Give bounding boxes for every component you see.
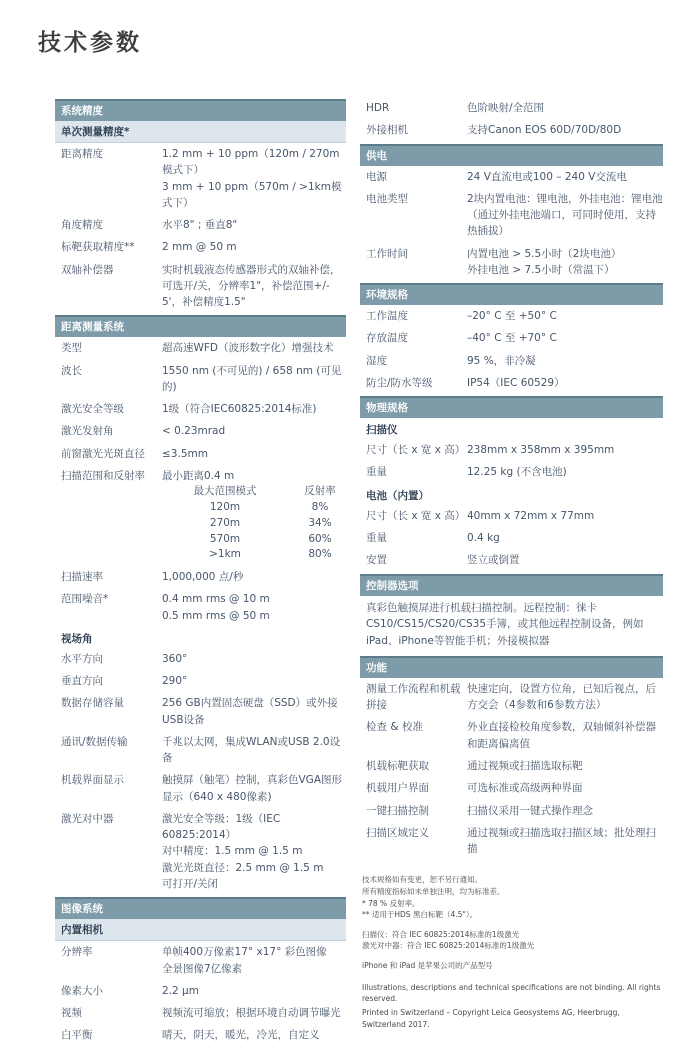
spec-row	[55, 214, 346, 236]
spec-value-line: 水平8" ; 垂直8"	[162, 219, 238, 232]
spec-row-value	[162, 811, 346, 892]
spec-row	[55, 980, 346, 1002]
spec-row	[55, 420, 346, 442]
spec-value-line: < 0.23mrad	[162, 425, 226, 438]
reflectance-header-cell: 反射率	[304, 485, 336, 498]
spec-value-line: –20° C 至 +50° C	[467, 310, 557, 323]
spec-row-value	[467, 780, 663, 796]
spec-table-left	[55, 97, 346, 1047]
legal-line: Illustrations, descriptions and technical specifications are not binding. All rights reserved.	[362, 982, 661, 1004]
spec-row-value	[467, 681, 663, 714]
spec-row	[360, 505, 663, 527]
spec-row	[55, 443, 346, 465]
spec-value-line: 支持Canon EOS 60D/70D/80D	[467, 124, 622, 137]
spec-value-line: 实时机载液态传感器形式的双轴补偿，可选开/关，分辨率1"，补偿范围+/- 5'，补偿精度1.5"	[162, 263, 341, 309]
spec-row-label: 外接相机	[366, 124, 408, 137]
trademark-note: iPhone 和 iPad 是苹果公司的产品型号	[362, 961, 493, 971]
spec-value-line: 12.25 kg (不含电池)	[467, 466, 567, 479]
spec-row-label: 分辨率	[61, 946, 93, 959]
spec-row-value	[467, 758, 663, 774]
spec-value-line: 超高速WFD（波形数字化）增强技术	[162, 342, 334, 355]
spec-value-line: 238mm x 358mm x 395mm	[467, 444, 615, 457]
spec-row-value	[467, 442, 663, 458]
footnotes	[360, 874, 663, 1030]
spec-value-line: 单帧400万像素17° x17° 彩色图像	[162, 946, 327, 959]
spec-row-value	[162, 673, 346, 689]
spec-value-line: 竖立或倒置	[467, 554, 520, 567]
spec-row-value	[467, 464, 663, 480]
spec-row	[360, 327, 663, 349]
spec-row-value	[162, 1027, 346, 1043]
spec-value-line: 0.5 mm rms @ 50 m	[162, 609, 270, 622]
reflectance-cell: 34%	[308, 516, 332, 529]
spec-row-label: 激光发射角	[61, 425, 114, 438]
spec-row-value	[467, 508, 663, 524]
spec-columns	[55, 97, 663, 1047]
spec-value-line: 最小距离0.4 m	[162, 469, 235, 482]
spec-row-value	[467, 122, 663, 138]
spec-row	[55, 465, 346, 566]
section-header: 系统精度	[55, 99, 346, 121]
spec-row	[55, 588, 346, 627]
spec-value-line: 1.2 mm + 10 ppm（120m / 270m模式下）	[162, 148, 340, 177]
section-header: 环境规格	[360, 283, 663, 305]
spec-row-label: 尺寸（长 x 宽 x 高）	[366, 509, 466, 522]
section-header: 控制器选项	[360, 574, 663, 596]
spec-row-value	[162, 591, 346, 624]
spec-row	[360, 755, 663, 777]
spec-value-line: 全景图像7亿像素	[162, 962, 243, 975]
spec-value-line: 可打开/关闭	[162, 877, 219, 890]
spec-value-line: 扫描仪采用一键式操作理念	[467, 804, 593, 817]
spec-row-value	[162, 772, 346, 805]
spec-row-label: 工作时间	[366, 247, 408, 260]
spec-value-line: 40mm x 72mm x 77mm	[467, 509, 595, 522]
spec-value-line: 1550 nm (不可见的) / 658 nm (可见的)	[162, 364, 342, 393]
spec-value-line: 激光安全等级：1级（IEC 60825:2014）	[162, 812, 281, 842]
spec-row-label: 机载用户界面	[366, 782, 429, 795]
spec-row	[360, 800, 663, 822]
spec-row-label: 视频	[61, 1007, 82, 1020]
legal-line: Printed in Switzerland – Copyright Leica Geosystems AG, Heerbrugg, Switzerland 2017.	[362, 1007, 620, 1029]
footnote-line: * 78 % 反射率。	[362, 898, 420, 908]
footnote-line: 激光对中器：符合 IEC 60825:2014标准的1级激光	[362, 941, 535, 951]
spec-value-line: 对中精度：1.5 mm @ 1.5 m	[162, 845, 303, 858]
spec-row	[55, 670, 346, 692]
spec-row	[360, 439, 663, 461]
spec-value-line: 千兆以太网，集成WLAN或USB 2.0设备	[162, 735, 341, 765]
spec-row-value	[467, 308, 663, 324]
spec-row-value	[467, 100, 663, 116]
spec-value-line: 晴天，阴天，暖光，冷光，自定义	[162, 1029, 320, 1042]
spec-value-line: 3 mm + 10 ppm（570m / >1km模式下）	[162, 180, 342, 209]
spec-row-label: 电源	[366, 170, 387, 183]
subsection-header: 内置相机	[55, 919, 346, 941]
spec-row	[55, 1024, 346, 1046]
spec-row-value	[162, 944, 346, 977]
spec-row-value	[467, 530, 663, 546]
spec-row	[360, 716, 663, 755]
subsection-header: 单次测量精度*	[55, 121, 346, 143]
spec-row-value	[162, 569, 346, 585]
spec-row	[360, 678, 663, 717]
spec-row-value	[162, 401, 346, 417]
spec-row	[55, 143, 346, 214]
spec-row-value	[162, 983, 346, 999]
spec-row-label: 机载界面显示	[61, 774, 124, 787]
spec-value-line: 色阶映射/全范围	[467, 102, 545, 114]
reflectance-table	[166, 484, 346, 563]
reflectance-header-cell: 最大范围模式	[193, 485, 257, 498]
spec-row-label: 距离精度	[61, 148, 103, 160]
section-header: 图像系统	[55, 897, 346, 919]
spec-row-label: 扫描范围和反射率	[61, 469, 145, 482]
spec-row-label: 数据存储容量	[61, 697, 124, 710]
spec-row-label: 水平方向	[61, 652, 103, 665]
spec-row-value	[162, 446, 346, 462]
spec-row-label: 电池类型	[366, 192, 408, 205]
spec-row	[55, 236, 346, 258]
spec-value-line: 视频流可缩放；根据环境自动调节曝光	[162, 1007, 341, 1020]
reflectance-cell: >1km	[209, 548, 241, 561]
spacer	[362, 921, 663, 929]
spec-subgroup-label: 扫描仪	[366, 424, 398, 437]
spec-row-label: HDR	[366, 102, 390, 114]
spec-value-line: 快速定向，设置方位角，已知后视点，后方交会（4参数和6参数方法）	[467, 682, 656, 712]
spec-row-label: 检查 & 校准	[366, 721, 423, 734]
spec-row	[360, 372, 663, 394]
spec-row-label: 类型	[61, 342, 82, 355]
section-header: 距离测量系统	[55, 315, 346, 337]
spec-value-line: 1级（符合IEC60825:2014标准)	[162, 403, 317, 416]
spec-row-label: 范围噪音*	[61, 593, 109, 606]
footnote-line: ** 适用于HDS 黑白标靶（4.5"）。	[362, 910, 478, 920]
spec-value-line: 2 mm @ 50 m	[162, 241, 237, 254]
spec-row-value	[467, 719, 663, 752]
spec-row-label: 安置	[366, 554, 387, 567]
spec-value-line: 内置电池 > 5.5小时（2块电池）	[467, 247, 622, 260]
spec-row	[55, 692, 346, 731]
spec-value-line: ≤3.5mm	[162, 447, 208, 460]
spec-row	[360, 461, 663, 483]
spec-row-label: 工作温度	[366, 310, 408, 323]
spec-row-value	[162, 695, 346, 728]
reflectance-cell: 60%	[308, 532, 332, 545]
footnote-line: 扫描仪：符合 IEC 60825:2014标准的1级激光	[362, 929, 520, 939]
spec-row-value	[162, 146, 346, 211]
spec-value-line: 290°	[162, 675, 188, 688]
spec-value-line: 1,000,000 点/秒	[162, 571, 244, 583]
spec-value-line: 外业直接检校角度参数，双轴倾斜补偿器和距离偏离值	[467, 721, 656, 750]
spec-row-label: 防尘/防水等级	[366, 376, 433, 389]
spec-value-line: 通过视频或扫描选取标靶	[467, 759, 583, 772]
spec-row-label: 通讯/数据传输	[61, 735, 128, 748]
spec-row-label: 扫描速率	[61, 571, 103, 583]
spec-row-label: 角度精度	[61, 219, 103, 232]
spec-table-right	[360, 97, 663, 1047]
spec-row-value	[467, 375, 663, 391]
spec-row-label: 前窗激光光斑直径	[61, 447, 145, 460]
spec-row-value	[162, 363, 346, 396]
spec-row	[360, 777, 663, 799]
spec-row-value	[162, 262, 346, 311]
spec-table-right-blocks	[360, 97, 663, 860]
spec-row	[360, 188, 663, 243]
spec-paragraph-line: 真彩色触摸屏进行机载扫描控制。远程控制：徕卡CS10/CS15/CS20/CS35手簿，或其他远程控制设备，例如iPad、iPhone等智能手机；外接模拟器	[366, 601, 644, 648]
spec-row	[55, 259, 346, 314]
section-header: 功能	[360, 656, 663, 678]
spec-row-value	[162, 239, 346, 255]
spec-row-label: 机载标靶获取	[366, 759, 429, 772]
spec-value-line: 2.2 μm	[162, 984, 199, 997]
spec-row-value	[467, 191, 663, 240]
spec-row	[55, 808, 346, 895]
spec-row-label: 一键扫描控制	[366, 804, 429, 817]
spec-value-line: 激光光斑直径：2.5 mm @ 1.5 m	[162, 861, 324, 874]
spec-row-label: 尺寸（长 x 宽 x 高）	[366, 444, 466, 457]
spec-row-label: 扫描区域定义	[366, 826, 429, 839]
spec-row-value	[162, 340, 346, 356]
spec-row-label: 波长	[61, 364, 82, 377]
spec-row	[55, 769, 346, 808]
spec-row-value	[467, 803, 663, 819]
spec-row	[360, 243, 663, 282]
spec-row	[55, 566, 346, 588]
spec-row-value	[162, 217, 346, 233]
spec-row	[55, 941, 346, 980]
reflectance-cell: 570m	[209, 532, 241, 545]
spec-paragraph	[360, 596, 663, 654]
spec-row-label: 湿度	[366, 354, 387, 367]
spec-row-label: 白平衡	[61, 1029, 93, 1042]
spec-row-value	[467, 353, 663, 369]
spec-value-line: 360°	[162, 652, 188, 665]
spec-value-line: IP54（IEC 60529）	[467, 376, 565, 389]
spec-row-label: 垂直方向	[61, 675, 103, 688]
spec-value-line: 0.4 mm rms @ 10 m	[162, 593, 270, 606]
spec-row-label: 激光对中器	[61, 812, 114, 825]
spec-row-value	[162, 468, 346, 563]
spec-row	[55, 1002, 346, 1024]
spec-row-label: 存放温度	[366, 332, 408, 345]
spec-subgroup-label: 视场角	[61, 632, 93, 645]
spec-row	[55, 398, 346, 420]
reflectance-cell: 120m	[209, 501, 241, 513]
spec-value-line: 256 GB内置固态硬盘（SSD）或外接USB设备	[162, 697, 338, 726]
spec-row	[360, 549, 663, 571]
spec-row-label: 标靶获取精度**	[61, 241, 135, 254]
spec-value-line: 可选标准或高级两种界面	[467, 782, 583, 795]
spec-row-value	[467, 246, 663, 279]
spec-row-value	[467, 169, 663, 185]
spec-value-line: 通过视频或扫描选取扫描区域；批处理扫描	[467, 826, 656, 856]
spec-value-line: 2块内置电池：锂电池，外挂电池：锂电池（通过外挂电池端口，可同时使用，支持热插拔）	[467, 192, 663, 238]
spec-row	[360, 166, 663, 188]
spec-value-line: –40° C 至 +70° C	[467, 332, 557, 345]
spec-row-label: 双轴补偿器	[61, 263, 114, 276]
reflectance-cell: 8%	[311, 501, 329, 513]
spec-row	[55, 731, 346, 770]
spec-row-value	[467, 825, 663, 858]
spacer	[362, 972, 663, 980]
spec-value-line: 0.4 kg	[467, 531, 500, 544]
spec-row-label: 测量工作流程和机载拼接	[366, 682, 461, 712]
spec-row	[360, 527, 663, 549]
spacer	[362, 952, 663, 960]
page-title: 技术参数	[38, 30, 142, 56]
footnote-line: 所有精度指标如未单独注明，均为标准差。	[362, 886, 505, 896]
spec-row	[360, 822, 663, 861]
spec-row	[55, 648, 346, 670]
spec-row-value	[162, 651, 346, 667]
spec-value-line: 外挂电池 > 7.5小时（常温下）	[467, 263, 615, 276]
spec-row	[55, 337, 346, 359]
spec-row-value	[162, 423, 346, 439]
section-header: 物理规格	[360, 396, 663, 418]
reflectance-cell: 80%	[308, 548, 332, 561]
spec-row	[360, 97, 663, 119]
section-header: 供电	[360, 144, 663, 166]
footnote-line: 技术规格如有变更，恕不另行通知。	[362, 875, 482, 885]
spec-row-value	[467, 552, 663, 568]
reflectance-cell: 270m	[209, 516, 241, 529]
spec-value-line: 24 V直流电或100 – 240 V交流电	[467, 170, 627, 183]
spec-row	[360, 119, 663, 141]
spec-value-line: 触摸屏（触笔）控制，真彩色VGA图形显示（640 x 480像素)	[162, 774, 343, 803]
spec-row	[55, 360, 346, 399]
spec-row	[360, 305, 663, 327]
spec-row-value	[162, 734, 346, 767]
spec-subgroup-label: 电池（内置）	[366, 489, 429, 502]
spec-value-line: 95 %，非冷凝	[467, 354, 536, 367]
spec-row-value	[467, 330, 663, 346]
spec-row-label: 像素大小	[61, 984, 103, 997]
spec-row-label: 激光安全等级	[61, 403, 124, 416]
spec-row-value	[162, 1005, 346, 1021]
spec-row-label: 重量	[366, 531, 387, 544]
spec-row-label: 重量	[366, 466, 387, 479]
spec-row	[360, 350, 663, 372]
